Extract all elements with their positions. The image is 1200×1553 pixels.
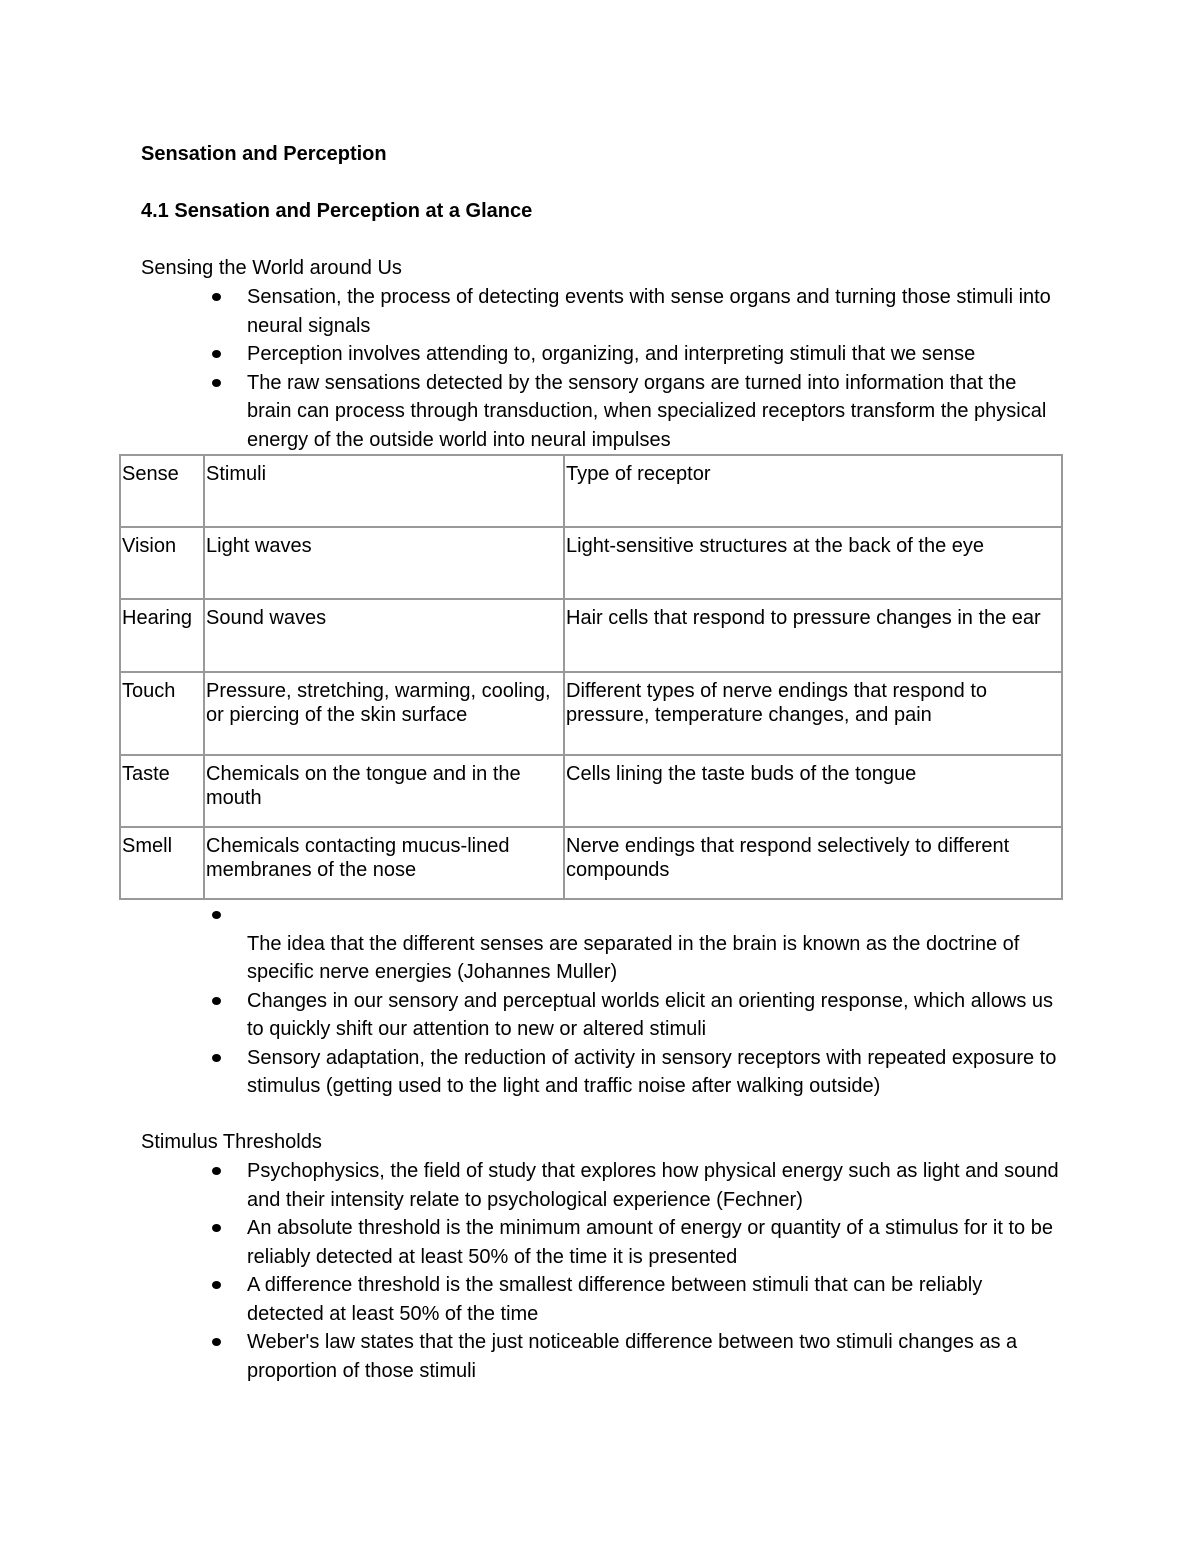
list-item <box>0 340 1200 369</box>
list-item-text: The raw sensations detected by the sensory organs are turned into information that the brain can process through transduction, when specialized receptors transform the physical energy of the outside world into neural impulses <box>247 371 1047 451</box>
table-header-cell: Sense <box>120 455 204 527</box>
table-cell: Chemicals on the tongue and in the mouth <box>204 755 564 827</box>
list-item-text: An absolute threshold is the minimum amount of energy or quantity of a stimulus for it to be reliably detected at least 50% of the time it is presented <box>247 1217 1053 1268</box>
bullet-icon <box>212 997 221 1005</box>
document-title: Sensation and Perception <box>141 143 387 165</box>
table-cell: Sound waves <box>204 599 564 672</box>
bullet-icon <box>212 293 221 301</box>
list-item-text: Weber's law states that the just noticeable difference between two stimuli changes as a proportion of those stimuli <box>247 1331 1018 1382</box>
table-cell: Vision <box>120 527 204 599</box>
table-cell: Taste <box>120 755 204 827</box>
table-header-cell: Type of receptor <box>564 455 1062 527</box>
table-cell: Hearing <box>120 599 204 672</box>
list-item <box>0 930 1200 987</box>
table-cell: Nerve endings that respond selectively to different compounds <box>564 827 1062 899</box>
list-item-text: The idea that the different senses are separated in the brain is known as the doctrine of specific nerve energies (Johannes Muller) <box>247 932 1020 983</box>
table-cell: Hair cells that respond to pressure changes in the ear <box>564 599 1062 672</box>
sense-table <box>119 454 1063 900</box>
table-header-row <box>120 455 1062 527</box>
table-row <box>120 672 1062 755</box>
list-item-text: A difference threshold is the smallest difference between stimuli that can be reliably detected at least 50% of the time <box>247 1274 983 1325</box>
list-item <box>0 901 1200 930</box>
bullet-icon <box>212 1167 221 1175</box>
list-item <box>0 1157 1200 1214</box>
bullet-icon <box>212 1054 221 1062</box>
list-item-text: Perception involves attending to, organizing, and interpreting stimuli that we sense <box>247 343 976 365</box>
bullet-icon <box>212 379 221 387</box>
bullet-icon <box>212 350 221 358</box>
list-item <box>0 1214 1200 1271</box>
table-cell: Different types of nerve endings that respond to pressure, temperature changes, and pain <box>564 672 1062 755</box>
table-cell: Cells lining the taste buds of the tongue <box>564 755 1062 827</box>
list-item <box>0 1044 1200 1101</box>
table-cell: Pressure, stretching, warming, cooling, or piercing of the skin surface <box>204 672 564 755</box>
table-cell: Light-sensitive structures at the back of the eye <box>564 527 1062 599</box>
list-item <box>0 369 1200 455</box>
table-cell: Light waves <box>204 527 564 599</box>
bullet-list-after-table <box>0 901 1200 1101</box>
list-item-text: Changes in our sensory and perceptual worlds elicit an orienting response, which allows us to quickly shift our attention to new or altered stimuli <box>247 989 1053 1040</box>
table-header-cell: Stimuli <box>204 455 564 527</box>
table-row <box>120 827 1062 899</box>
list-item-text: Sensation, the process of detecting events with sense organs and turning those stimuli into neural signals <box>247 286 1051 337</box>
bullet-list-thresholds <box>0 1157 1200 1385</box>
list-item <box>0 283 1200 340</box>
list-item-text: Psychophysics, the field of study that explores how physical energy such as light and sound and their intensity relate to psychological experience (Fechner) <box>247 1160 1059 1211</box>
list-item <box>0 987 1200 1044</box>
list-item-text: Sensory adaptation, the reduction of activity in sensory receptors with repeated exposure to stimulus (getting used to the light and traffic noise after walking outside) <box>247 1046 1057 1097</box>
table-row <box>120 599 1062 672</box>
bullet-icon <box>212 911 221 919</box>
table-row <box>120 527 1062 599</box>
bullet-icon <box>212 1281 221 1289</box>
table-cell: Smell <box>120 827 204 899</box>
subheading-sensing-world: Sensing the World around Us <box>141 257 402 279</box>
list-item <box>0 1271 1200 1328</box>
bullet-icon <box>212 1338 221 1346</box>
list-item <box>0 1328 1200 1385</box>
table-cell: Touch <box>120 672 204 755</box>
bullet-icon <box>212 1224 221 1232</box>
table-row <box>120 755 1062 827</box>
section-heading: 4.1 Sensation and Perception at a Glance <box>141 200 533 222</box>
table-cell: Chemicals contacting mucus-lined membranes of the nose <box>204 827 564 899</box>
bullet-list-sensing <box>0 283 1200 454</box>
subheading-stimulus-thresholds: Stimulus Thresholds <box>141 1131 322 1153</box>
